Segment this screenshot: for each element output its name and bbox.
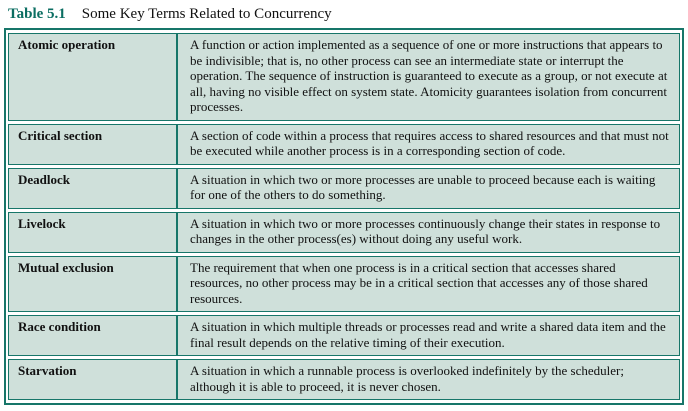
term-cell: Deadlock — [8, 168, 177, 209]
table-caption — [8, 5, 684, 23]
definition-cell: A situation in which multiple threads or processes read and write a shared data item and the final result depends on the relative timing of their execution. — [177, 315, 680, 356]
term-cell: Starvation — [8, 359, 177, 400]
table-row — [8, 256, 680, 313]
definition-cell: A function or action implemented as a sequence of one or more instructions that appears to be indivisible; that is, no other process can see an intermediate state or interrupt the operation. The sequence of instruction is guaranteed to execute as a group, or not execute at all, having no visible effect on system state. Atomicity guarantees isolation from concurrent processes. — [177, 33, 680, 121]
definition-cell: A section of code within a process that requires access to shared resources and that must not be executed while another process is in a corresponding section of code. — [177, 124, 680, 165]
table-caption-title: Some Key Terms Related to Concurrency — [81, 6, 332, 22]
table-row — [8, 315, 680, 356]
definition-cell: The requirement that when one process is in a critical section that accesses shared resources, no other process may be in a critical section that accesses any of those shared resources. — [177, 256, 680, 313]
term-cell: Critical section — [8, 124, 177, 165]
table-caption-number: Table 5.1 — [8, 6, 66, 22]
term-cell: Mutual exclusion — [8, 256, 177, 313]
table-row — [8, 168, 680, 209]
term-cell: Race condition — [8, 315, 177, 356]
table-row — [8, 124, 680, 165]
definition-cell: A situation in which a runnable process is overlooked indefinitely by the scheduler; although it is able to proceed, it is never chosen. — [177, 359, 680, 400]
table-row — [8, 359, 680, 400]
table-row — [8, 33, 680, 121]
terms-table-border — [4, 28, 684, 405]
definition-cell: A situation in which two or more processes are unable to proceed because each is waiting for one of the others to do something. — [177, 168, 680, 209]
term-cell: Livelock — [8, 212, 177, 253]
table-row — [8, 212, 680, 253]
terms-table — [8, 30, 680, 403]
definition-cell: A situation in which two or more processes continuously change their states in response to changes in the other process(es) without doing any useful work. — [177, 212, 680, 253]
term-cell: Atomic operation — [8, 33, 177, 121]
